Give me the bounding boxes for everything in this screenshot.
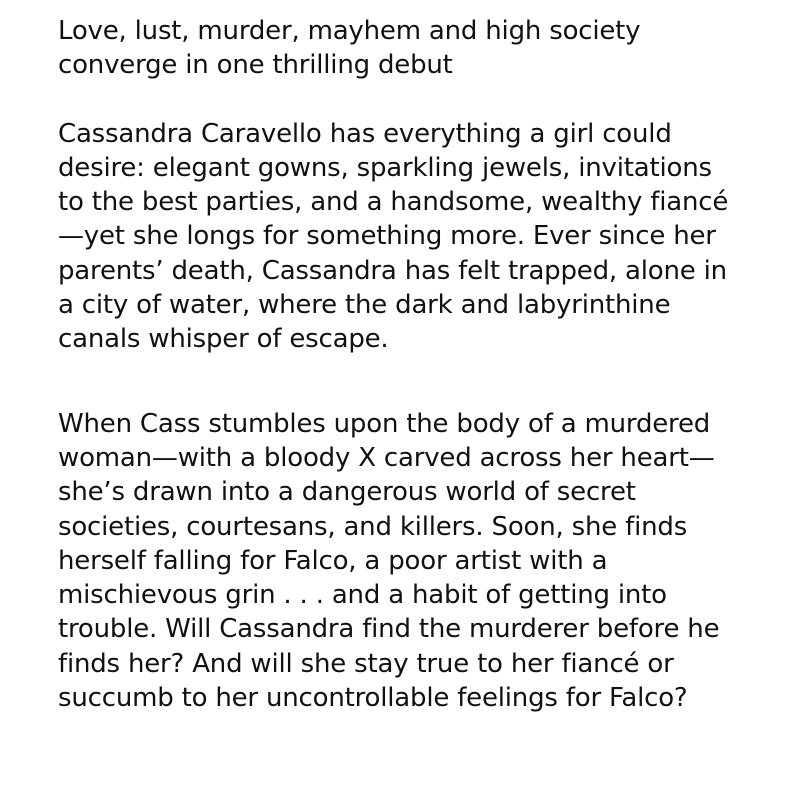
text-line: to the best parties, and a handsome, wealthy fiancé (58, 187, 729, 218)
tagline-paragraph (58, 14, 778, 83)
text-line: —yet she longs for something more. Ever since her (58, 221, 716, 252)
text-line: converge in one thrilling debut (58, 50, 453, 81)
text-line: societies, courtesans, and killers. Soon, she finds (58, 511, 688, 542)
text-line: herself falling for Falco, a poor artist with a (58, 545, 608, 576)
text-line: trouble. Will Cassandra find the murderer before he (58, 614, 720, 645)
synopsis-paragraph-1 (58, 117, 778, 357)
text-line: When Cass stumbles upon the body of a murdered (58, 408, 711, 439)
text-line: Cassandra Caravello has everything a girl could (58, 118, 672, 149)
text-line: canals whisper of escape. (58, 324, 389, 355)
synopsis-paragraph-2 (58, 407, 778, 716)
book-description (58, 14, 778, 715)
text-line: succumb to her uncontrollable feelings for Falco? (58, 683, 688, 714)
text-line: mischievous grin . . . and a habit of getting into (58, 580, 667, 611)
text-line: Love, lust, murder, mayhem and high society (58, 16, 641, 46)
text-line: parents’ death, Cassandra has felt trapped, alone in (58, 255, 727, 286)
text-line: woman—with a bloody X carved across her heart— (58, 442, 715, 473)
text-line: she’s drawn into a dangerous world of secret (58, 477, 636, 508)
text-line: desire: elegant gowns, sparkling jewels, invitations (58, 152, 712, 183)
text-line: finds her? And will she stay true to her fiancé or (58, 648, 674, 679)
text-line: a city of water, where the dark and labyrinthine (58, 290, 671, 321)
